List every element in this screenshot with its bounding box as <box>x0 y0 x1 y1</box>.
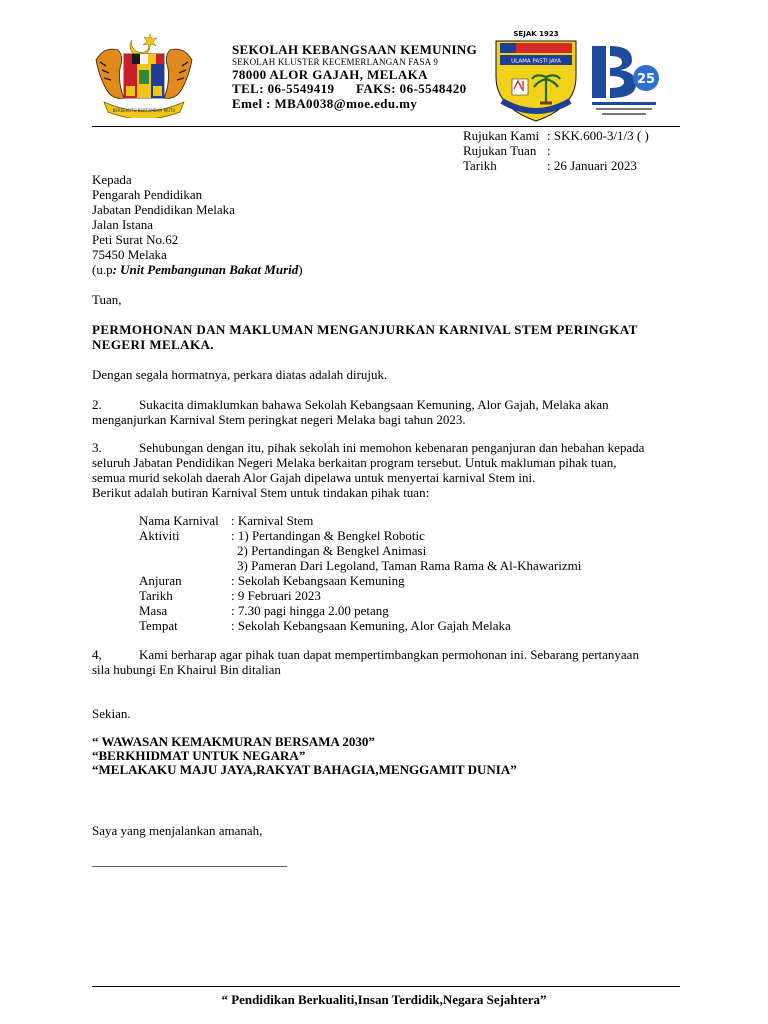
para3-line: Berikut adalah butiran Karnival Stem untuk tindakan pihak tuan: <box>92 485 430 500</box>
detail-label: Aktiviti <box>139 528 180 543</box>
ref-value: : SKK.600-3/1/3 ( ) <box>547 128 649 143</box>
detail-label: Tarikh <box>139 588 173 603</box>
detail-label: Tempat <box>139 618 178 633</box>
recipient-line: Kepada <box>92 172 132 187</box>
logo-25-text: 25 <box>636 72 656 87</box>
closing: Sekian. <box>92 706 131 721</box>
para2-line: menganjurkan Karnival Stem peringkat negeri Melaka bagi tahun 2023. <box>92 412 466 427</box>
header-divider <box>92 126 680 127</box>
transformasi-25-logo <box>588 40 660 118</box>
school-email: Emel : MBA0038@moe.edu.my <box>232 96 418 111</box>
badge-since-text: SEJAK 1923 <box>513 30 559 38</box>
badge-motto-text: ULAMA PASTI JAYA <box>511 58 561 65</box>
detail-label: Masa <box>139 603 168 618</box>
ref-value: : 26 Januari 2023 <box>547 158 637 173</box>
recipient-attention <box>92 262 303 277</box>
recipient-line: Peti Surat No.62 <box>92 232 179 247</box>
up-unit: : Unit Pembangunan Bakat Murid <box>112 262 299 277</box>
ref-label: Rujukan Tuan <box>463 143 537 158</box>
subject-line: PERMOHONAN DAN MAKLUMAN MENGANJURKAN KARNIVAL STEM PERINGKAT <box>92 322 638 337</box>
recipient-line: Jabatan Pendidikan Melaka <box>92 202 235 217</box>
para3-number: 3. <box>92 440 102 455</box>
recipient-line: Jalan Istana <box>92 217 154 232</box>
school-badge-logo <box>490 27 582 123</box>
ref-label: Tarikh <box>463 158 497 173</box>
detail-value: : Sekolah Kebangsaan Kemuning <box>231 573 405 588</box>
up-prefix: (u.p <box>92 262 113 277</box>
up-suffix: ) <box>298 262 303 277</box>
slogan-line: “BERKHIDMAT UNTUK NEGARA” <box>92 748 306 763</box>
detail-value: 2) Pertandingan & Bengkel Animasi <box>237 543 427 558</box>
school-address: 78000 ALOR GAJAH, MELAKA <box>232 67 428 82</box>
detail-value: : 1) Pertandingan & Bengkel Robotic <box>231 528 425 543</box>
detail-label: Nama Karnival <box>139 513 219 528</box>
para3-first-line: Sehubungan dengan itu, pihak sekolah ini memohon kebenaran penganjuran dan hebahan kepada <box>139 440 645 455</box>
details-table <box>139 513 619 633</box>
para4-number: 4, <box>92 647 102 662</box>
signature-line: ______________________________ <box>92 853 287 868</box>
detail-value: : 9 Februari 2023 <box>231 588 321 603</box>
subject-line: NEGERI MELAKA. <box>92 337 214 352</box>
para4-line: sila hubungi En Khairul Bin ditalian <box>92 662 281 677</box>
recipient-line: 75450 Melaka <box>92 247 167 262</box>
school-cluster: SEKOLAH KLUSTER KECEMERLANGAN FASA 9 <box>232 57 439 67</box>
footer-motto: “ Pendidikan Berkualiti,Insan Terdidik,Negara Sejahtera” <box>221 992 547 1007</box>
slogan-line: “ WAWASAN KEMAKMURAN BERSAMA 2030” <box>92 734 375 749</box>
ref-label: Rujukan Kami <box>463 128 540 143</box>
sign-off: Saya yang menjalankan amanah, <box>92 823 263 838</box>
ref-value: : <box>547 143 551 158</box>
detail-value: 3) Pameran Dari Legoland, Taman Rama Rama & Al-Khawarizmi <box>237 558 582 573</box>
para3-line: semua murid sekolah daerah Alor Gajah dipelawa untuk menyertai karnival Stem ini. <box>92 470 536 485</box>
school-fax: FAKS: 06-5548420 <box>356 81 467 96</box>
detail-value: : Karnival Stem <box>231 513 314 528</box>
para2-number: 2. <box>92 397 102 412</box>
detail-value: : Sekolah Kebangsaan Kemuning, Alor Gajah Melaka <box>231 618 511 633</box>
svg-text:BERSEKUTU BERTAMBAH MUTU: BERSEKUTU BERTAMBAH MUTU <box>112 108 176 113</box>
footer-divider <box>92 986 680 987</box>
coat-of-arms-logo <box>90 30 198 118</box>
para2-first-line: Sukacita dimaklumkan bahawa Sekolah Kebangsaan Kemuning, Alor Gajah, Melaka akan <box>139 397 609 412</box>
para3-line: seluruh Jabatan Pendidikan Negeri Melaka berkaitan program tersebut. Untuk makluman pihak tuan, <box>92 455 617 470</box>
detail-label: Anjuran <box>139 573 182 588</box>
salutation: Tuan, <box>92 292 122 307</box>
slogan-line: “MELAKAKU MAJU JAYA,RAKYAT BAHAGIA,MENGGAMIT DUNIA” <box>92 762 517 777</box>
school-name: SEKOLAH KEBANGSAAN KEMUNING <box>232 42 478 57</box>
para4-first-line: Kami berharap agar pihak tuan dapat mempertimbangkan permohonan ini. Sebarang pertanyaan <box>139 647 639 662</box>
school-tel: TEL: 06-5549419 <box>232 81 335 96</box>
opening-line: Dengan segala hormatnya, perkara diatas adalah dirujuk. <box>92 367 388 382</box>
detail-value: : 7.30 pagi hingga 2.00 petang <box>231 603 389 618</box>
recipient-line: Pengarah Pendidikan <box>92 187 203 202</box>
